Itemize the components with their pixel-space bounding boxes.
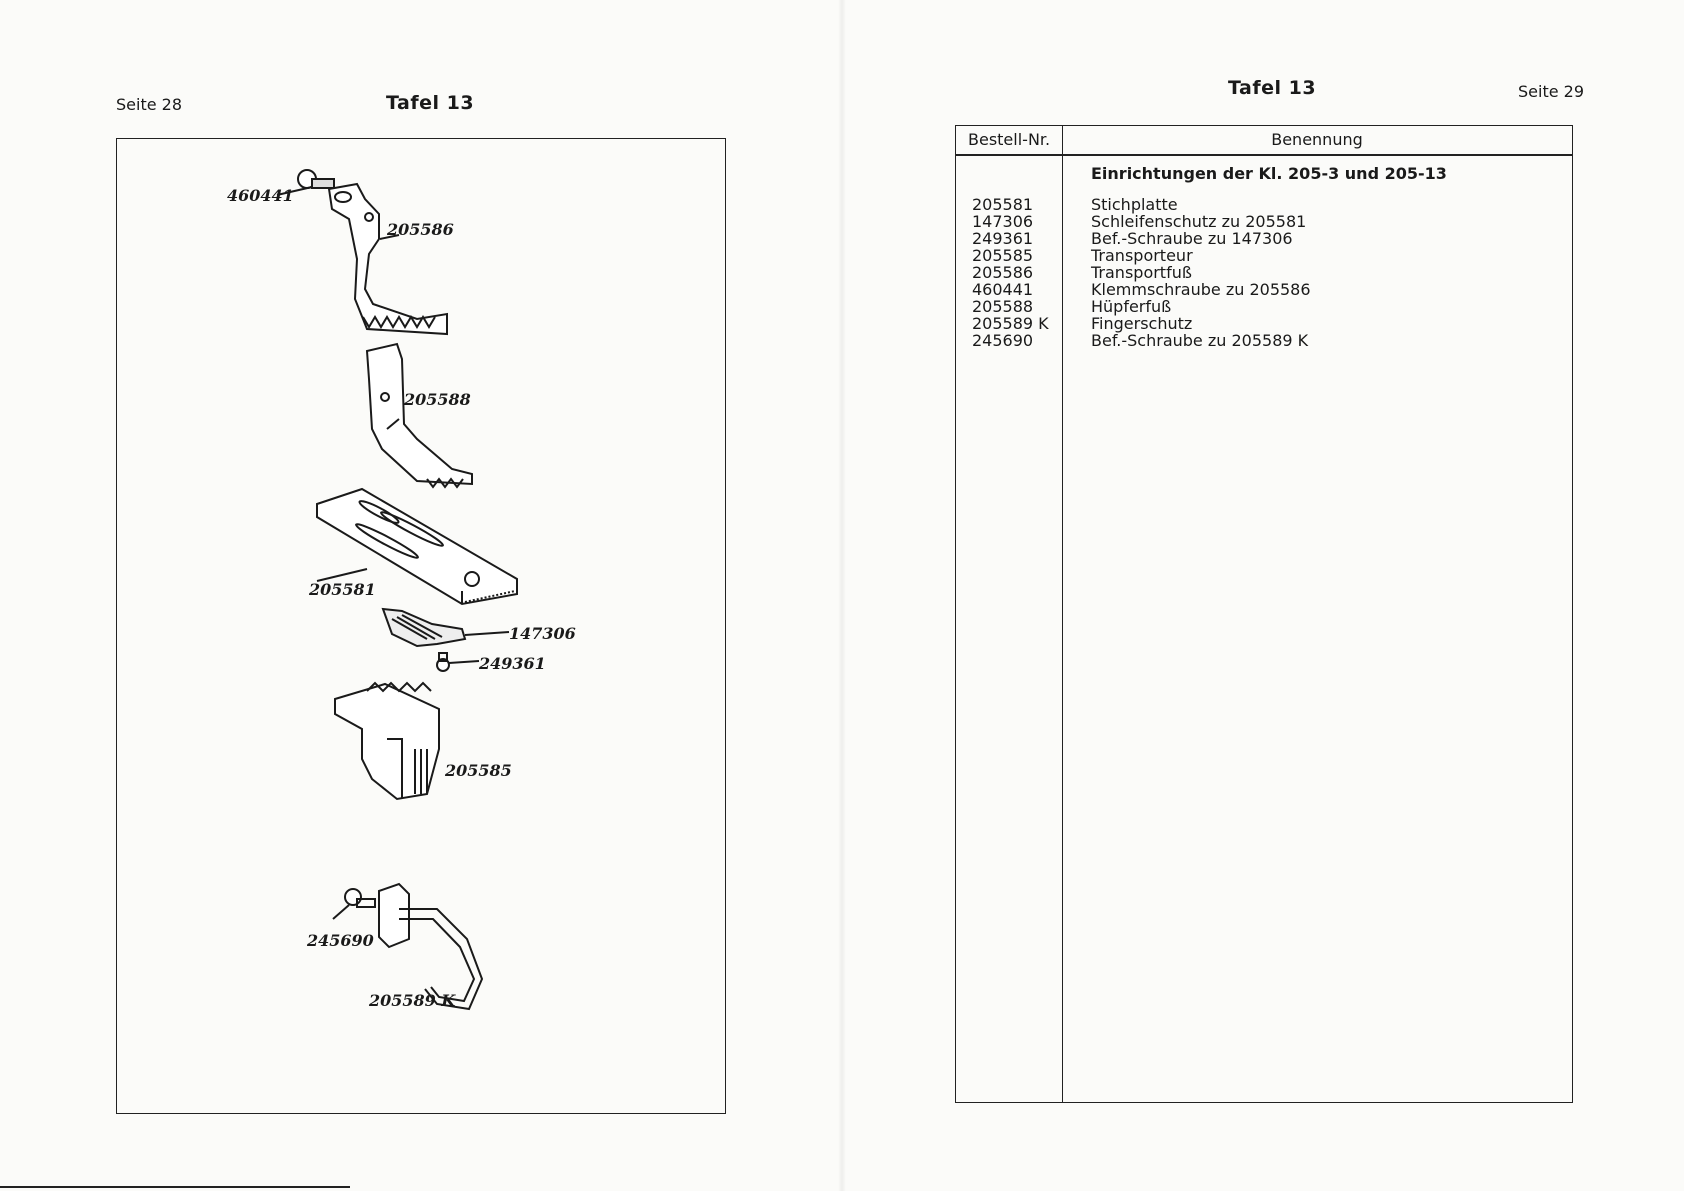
page-number-right: Seite 29 bbox=[1518, 82, 1585, 101]
order-number: 205586 bbox=[972, 263, 1034, 282]
table-row bbox=[956, 332, 1572, 349]
header-designation: Benennung bbox=[1271, 130, 1363, 149]
designation: Stichplatte bbox=[1091, 195, 1178, 214]
order-number: 460441 bbox=[972, 280, 1034, 299]
order-number: 147306 bbox=[972, 212, 1034, 231]
screw-245690-drawing bbox=[333, 889, 375, 919]
table-row bbox=[956, 213, 1572, 230]
label-460441: 460441 bbox=[227, 186, 294, 205]
table-row bbox=[956, 196, 1572, 213]
loop-guard-147306-drawing bbox=[383, 609, 509, 646]
order-number: 205589 K bbox=[972, 314, 1049, 333]
header-order-number: Bestell-Nr. bbox=[968, 130, 1051, 149]
exploded-parts-drawing bbox=[116, 138, 726, 1114]
table-row bbox=[956, 281, 1572, 298]
table-body bbox=[956, 196, 1572, 349]
label-205585: 205585 bbox=[445, 761, 512, 780]
designation: Transportfuß bbox=[1091, 263, 1192, 282]
designation: Bef.-Schraube zu 147306 bbox=[1091, 229, 1293, 248]
order-number: 205585 bbox=[972, 246, 1034, 265]
designation: Hüpferfuß bbox=[1091, 297, 1172, 316]
order-number: 245690 bbox=[972, 331, 1034, 350]
table-row bbox=[956, 264, 1572, 281]
label-205586: 205586 bbox=[387, 220, 454, 239]
hopper-foot-205588-drawing bbox=[367, 344, 472, 487]
label-205581: 205581 bbox=[309, 580, 376, 599]
page-bottom-rule bbox=[0, 1186, 350, 1188]
label-147306: 147306 bbox=[509, 624, 576, 643]
section-title: Einrichtungen der Kl. 205-3 und 205-13 bbox=[1091, 164, 1447, 183]
table-row bbox=[956, 230, 1572, 247]
designation: Schleifenschutz zu 205581 bbox=[1091, 212, 1307, 231]
table-row bbox=[956, 247, 1572, 264]
designation: Bef.-Schraube zu 205589 K bbox=[1091, 331, 1309, 350]
screw-249361-drawing bbox=[437, 653, 479, 671]
label-249361: 249361 bbox=[479, 654, 546, 673]
page-number-left: Seite 28 bbox=[116, 95, 183, 114]
feed-dog-205585-drawing bbox=[335, 683, 439, 799]
plate-title-left: Tafel 13 bbox=[386, 92, 475, 114]
designation: Klemmschraube zu 205586 bbox=[1091, 280, 1311, 299]
order-number: 205588 bbox=[972, 297, 1034, 316]
label-205589k: 205589 K bbox=[369, 991, 456, 1010]
parts-table bbox=[955, 125, 1573, 1103]
designation: Transporteur bbox=[1091, 246, 1193, 265]
feed-foot-205586-drawing bbox=[329, 184, 447, 334]
plate-title-right: Tafel 13 bbox=[1228, 77, 1317, 99]
order-number: 205581 bbox=[972, 195, 1034, 214]
table-header bbox=[956, 126, 1572, 156]
label-245690: 245690 bbox=[307, 931, 374, 950]
table-row bbox=[956, 315, 1572, 332]
table-row bbox=[956, 298, 1572, 315]
designation: Fingerschutz bbox=[1091, 314, 1193, 333]
label-205588: 205588 bbox=[404, 390, 471, 409]
order-number: 249361 bbox=[972, 229, 1034, 248]
